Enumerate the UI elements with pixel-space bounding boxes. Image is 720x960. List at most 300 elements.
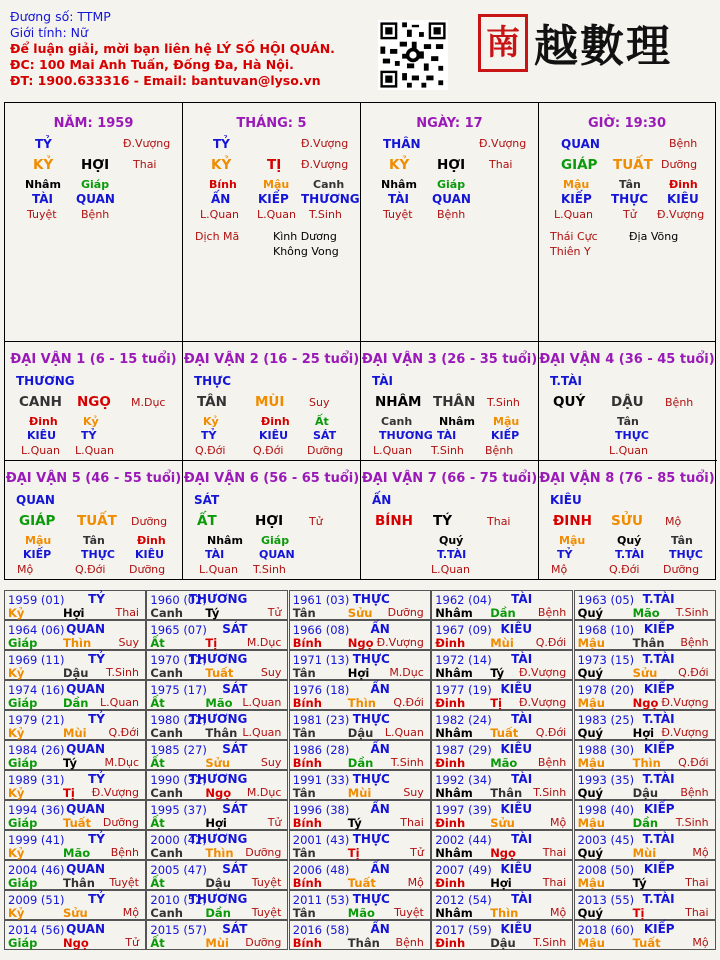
year-star: TÀI: [511, 652, 533, 666]
year-label: 2012 (54): [435, 893, 492, 907]
year-label: 2013 (55): [577, 893, 635, 907]
year-can: Mậu: [577, 876, 605, 890]
dai-van-star: ẤN: [372, 493, 392, 507]
year-label: 2002 (44): [435, 833, 492, 847]
year-cell: [574, 590, 716, 620]
note-khong-vong: Không Vong: [273, 245, 339, 258]
year-label: 1972 (14): [435, 653, 492, 667]
year-cell: [574, 620, 716, 650]
year-chi: Thân: [205, 726, 238, 740]
year-chi: Thân: [632, 636, 665, 650]
year-can: Ất: [150, 696, 165, 710]
note-thai-cuc: Thái Cực: [550, 230, 598, 243]
year-stage: Dưỡng: [245, 936, 282, 949]
year-label: 1966 (08): [292, 623, 350, 637]
year-chi: Thìn: [347, 696, 376, 710]
year-star: ẤN: [370, 922, 390, 936]
year-chi: Tị: [632, 906, 645, 920]
year-label: 2007 (49): [435, 863, 492, 877]
year-cell: [4, 740, 146, 770]
year-stage: T.Sinh: [533, 936, 567, 949]
hidden-stage: Q.Đới: [75, 563, 106, 576]
year-stage: Dưỡng: [245, 846, 282, 859]
year-cell: [289, 590, 431, 620]
dai-van-chi: TÝ: [433, 513, 452, 529]
year-stage: M.Dục: [246, 786, 282, 799]
year-can: Đinh: [435, 756, 466, 770]
year-chi: Thìn: [205, 846, 234, 860]
year-stage: Q.Đới: [678, 666, 709, 679]
year-cell: [431, 890, 573, 920]
dai-van-7: [361, 461, 539, 579]
year-star: TỶ: [88, 592, 105, 606]
year-chi: Tuất: [205, 666, 234, 680]
year-can: Nhâm: [435, 726, 473, 740]
year-can: Quý: [577, 726, 604, 740]
year-cell: [574, 800, 716, 830]
year-star: THƯƠNG: [188, 892, 248, 906]
year-label: 1974 (16): [8, 683, 65, 697]
year-chi: Ngọ: [347, 636, 374, 650]
dai-van-can: ẤT: [197, 513, 217, 529]
hidden-god: TỶ: [201, 429, 217, 442]
year-label: 1984 (26): [8, 743, 65, 757]
year-can: Canh: [150, 726, 183, 740]
year-stage: Tuyệt: [394, 906, 424, 919]
hidden-stage: Tuyệt: [383, 208, 413, 221]
year-cell: [289, 800, 431, 830]
year-label: 1959 (01): [8, 593, 65, 607]
year-cell: [4, 770, 146, 800]
year-label: 1985 (27): [150, 743, 207, 757]
year-cell: [431, 590, 573, 620]
year-label: 1968 (10): [577, 623, 635, 637]
hidden-stage: L.Quan: [257, 208, 296, 221]
year-star: KIẾP: [643, 922, 675, 936]
year-can: Kỷ: [8, 666, 25, 680]
year-cell: [431, 740, 573, 770]
year-star: SÁT: [222, 802, 248, 816]
year-stage: Suy: [260, 666, 282, 679]
year-chi: Sửu: [63, 906, 88, 920]
year-can: Quý: [577, 606, 604, 620]
hidden-god: KIÊU: [135, 548, 165, 561]
dai-van-star: THƯƠNG: [16, 374, 75, 388]
year-cell: [146, 770, 288, 800]
year-can: Canh: [150, 906, 183, 920]
year-cell: [574, 890, 716, 920]
year-label: 2018 (60): [577, 923, 635, 937]
hidden-can: Mậu: [493, 415, 520, 428]
year-chi: Mão: [490, 756, 518, 770]
hidden-can: Đinh: [669, 178, 698, 191]
year-label: 1970 (12): [150, 653, 207, 667]
hidden-stage: Đ.Vượng: [657, 208, 705, 221]
year-star: TÀI: [511, 592, 533, 606]
dai-van-chi: MÙI: [255, 394, 285, 410]
year-chi: Ngọ: [63, 936, 89, 950]
year-chi: Ngọ: [490, 846, 516, 860]
hidden-god: THỰC: [615, 429, 649, 442]
year-can: Kỷ: [8, 846, 25, 860]
year-star: ẤN: [370, 682, 390, 696]
dai-van-can: NHÂM: [375, 394, 422, 410]
hidden-god: THƯƠNG: [379, 429, 433, 442]
dai-van-6: [183, 461, 361, 579]
year-label: 2010 (52): [150, 893, 207, 907]
pillar-year: [5, 103, 183, 341]
year-cell: [146, 890, 288, 920]
year-label: 1979 (21): [8, 713, 65, 727]
year-star: KIÊU: [500, 622, 533, 636]
year-stage: Bệnh: [110, 846, 139, 859]
year-label: 1990 (32): [150, 773, 207, 787]
year-star: TÀI: [511, 772, 533, 786]
year-star: QUAN: [66, 742, 105, 756]
pillar-title: GIỜ: 19:30: [588, 116, 666, 131]
year-star: THƯƠNG: [188, 772, 248, 786]
year-stage: Thai: [400, 816, 424, 829]
year-can: Bính: [292, 876, 322, 890]
year-cell: [146, 650, 288, 680]
year-star: KIẾP: [643, 862, 675, 876]
dai-van-stage: Bệnh: [665, 396, 694, 409]
year-cell: [574, 740, 716, 770]
year-label: 2017 (59): [435, 923, 492, 937]
year-stage: Q.Đới: [535, 726, 567, 739]
year-can: Bính: [292, 636, 322, 650]
dai-van-can: TÂN: [197, 394, 227, 410]
year-chi: Mão: [205, 696, 233, 710]
year-cell: [4, 800, 146, 830]
hidden-stage: T.Sinh: [309, 208, 342, 221]
year-star: TỶ: [88, 712, 105, 726]
hidden-stage: T.Sinh: [253, 563, 286, 576]
hidden-stage: Mộ: [17, 563, 34, 576]
year-star: THỰC: [352, 652, 390, 666]
year-star: THỰC: [352, 592, 390, 606]
hidden-can: Giáp: [261, 534, 290, 547]
dai-van-chi: NGỌ: [77, 394, 111, 410]
year-stage: L.Quan: [100, 696, 139, 709]
dai-van-3: [361, 342, 539, 460]
year-chi: Tuất: [490, 726, 519, 740]
year-cell: [4, 920, 146, 950]
dai-van-can: ĐINH: [553, 513, 592, 529]
year-cell: [146, 920, 288, 950]
pillar-month: [183, 103, 361, 341]
pillar-chi: HỢI: [437, 157, 466, 173]
year-star: TỶ: [88, 892, 105, 906]
hidden-god: KIÊU: [27, 429, 57, 442]
year-cell: [289, 920, 431, 950]
year-can: Bính: [292, 756, 322, 770]
dai-van-title: ĐẠI VẬN 4 (36 - 45 tuổi): [539, 352, 715, 367]
dai-van-chi: TUẤT: [77, 513, 117, 529]
dai-van-stage: Dưỡng: [131, 515, 168, 528]
year-cell: [431, 920, 573, 950]
year-star: THƯƠNG: [188, 712, 248, 726]
duong-so: Đương số: TTMP: [10, 9, 111, 24]
year-cell: [431, 800, 573, 830]
hidden-stage: T.Sinh: [431, 444, 464, 457]
year-can: Giáp: [8, 636, 38, 650]
hidden-god: KIÊU: [259, 429, 289, 442]
hidden-stage: Bệnh: [81, 208, 110, 221]
year-star: KIẾP: [643, 742, 675, 756]
year-star: THỰC: [352, 772, 390, 786]
year-label: 2000 (42): [150, 833, 207, 847]
year-chi: Mão: [63, 846, 91, 860]
pillar-title: NGÀY: 17: [416, 116, 483, 131]
year-stage: Q.Đới: [678, 756, 709, 769]
year-stage: Bệnh: [395, 936, 424, 949]
year-label: 1988 (30): [577, 743, 635, 757]
year-cell: [574, 830, 716, 860]
year-cell: [431, 860, 573, 890]
dai-van-can: GIÁP: [19, 513, 56, 529]
hidden-can: Đinh: [137, 534, 166, 547]
year-label: 1993 (35): [577, 773, 635, 787]
year-chi: Dậu: [490, 936, 516, 950]
year-star: TỶ: [88, 772, 105, 786]
year-stage: T.Sinh: [675, 606, 709, 619]
year-cell: [574, 770, 716, 800]
year-star: QUAN: [66, 682, 105, 696]
year-cell: [289, 860, 431, 890]
year-can: Giáp: [8, 816, 38, 830]
year-star: KIẾP: [643, 802, 675, 816]
year-can: Tân: [292, 846, 316, 860]
pillar-stage2: Đ.Vượng: [301, 158, 349, 171]
year-label: 1982 (24): [435, 713, 492, 727]
year-stage: Mộ: [122, 906, 139, 919]
year-can: Canh: [150, 606, 183, 620]
year-stage: Bệnh: [680, 636, 709, 649]
year-label: 2003 (45): [577, 833, 635, 847]
hidden-stage: L.Quan: [199, 563, 238, 576]
year-star: TỶ: [88, 832, 105, 846]
hidden-god: TÀI: [32, 192, 54, 206]
hidden-stage: L.Quan: [200, 208, 239, 221]
hidden-god: KIẾP: [23, 548, 52, 561]
year-star: QUAN: [66, 922, 105, 936]
year-stage: Q.Đới: [108, 726, 139, 739]
year-can: Giáp: [8, 936, 38, 950]
hidden-can: Tân: [617, 415, 639, 428]
year-stage: M.Dục: [104, 756, 139, 769]
year-stage: T.Sinh: [106, 666, 139, 679]
year-cell: [4, 890, 146, 920]
year-can: Bính: [292, 816, 322, 830]
year-label: 1961 (03): [292, 593, 350, 607]
dai-van-title: ĐẠI VẬN 6 (56 - 65 tuổi): [183, 471, 360, 486]
year-can: Mậu: [577, 636, 605, 650]
year-stage: Thai: [685, 876, 709, 889]
year-can: Giáp: [8, 876, 38, 890]
year-cell: [289, 710, 431, 740]
year-can: Kỷ: [8, 726, 25, 740]
dai-van-chi: DẬU: [611, 394, 644, 410]
year-star: ẤN: [370, 862, 390, 876]
year-can: Tân: [292, 606, 316, 620]
year-stage: Mộ: [549, 816, 567, 829]
dai-van-4: [539, 342, 715, 460]
hidden-can: Kỷ: [203, 415, 219, 428]
hidden-stage: Dưỡng: [129, 563, 166, 576]
hidden-stage: L.Quan: [554, 208, 593, 221]
year-cell: [574, 680, 716, 710]
year-chi: Sửu: [347, 606, 373, 620]
year-cell: [431, 830, 573, 860]
year-label: 1969 (11): [8, 653, 65, 667]
year-chi: Tuất: [632, 936, 661, 950]
hidden-stage: L.Quan: [609, 444, 648, 457]
year-stage: Suy: [118, 636, 139, 649]
dai-van-stage: Mộ: [665, 515, 682, 528]
year-can: Tân: [292, 726, 316, 740]
year-cell: [146, 620, 288, 650]
year-chi: Tị: [490, 696, 502, 710]
year-label: 1977 (19): [435, 683, 492, 697]
year-chi: Tị: [347, 846, 360, 860]
dai-van-can: QUÝ: [553, 394, 586, 410]
hidden-can: Canh: [381, 415, 413, 428]
year-stage: T.Sinh: [390, 756, 424, 769]
year-star: T.TÀI: [642, 712, 675, 726]
year-star: TÀI: [511, 832, 533, 846]
address-line: ĐC: 100 Mai Anh Tuấn, Đống Đa, Hà Nội.: [10, 57, 294, 72]
year-can: Đinh: [435, 816, 466, 830]
year-label: 1963 (05): [577, 593, 635, 607]
year-can: Mậu: [577, 816, 605, 830]
year-cell: [146, 860, 288, 890]
dai-van-title: ĐẠI VẬN 8 (76 - 85 tuổi): [539, 471, 715, 486]
year-chi: Mùi: [205, 936, 229, 950]
dai-van-can: CANH: [19, 394, 62, 410]
hidden-can: Nhâm: [25, 178, 61, 191]
year-cell: [289, 680, 431, 710]
pillar-title: NĂM: 1959: [53, 116, 134, 131]
dai-van-stage: T.Sinh: [487, 396, 520, 409]
hidden-god: QUAN: [76, 192, 115, 206]
year-chi: Mão: [347, 906, 375, 920]
year-star: KIÊU: [500, 862, 533, 876]
year-star: TÀI: [511, 712, 533, 726]
year-label: 2015 (57): [150, 923, 207, 937]
dai-van-stage: Tử: [309, 515, 323, 528]
year-cell: [289, 740, 431, 770]
dai-van-star: SÁT: [194, 493, 220, 507]
dai-van-star: THỰC: [194, 374, 232, 388]
year-stage: Bệnh: [537, 756, 567, 769]
hidden-stage: Tuyệt: [27, 208, 57, 221]
dai-van-1: [5, 342, 183, 460]
dai-van-star: QUAN: [16, 493, 55, 507]
year-chi: Sửu: [632, 666, 658, 680]
year-chi: Dậu: [347, 726, 374, 740]
dai-van-star: TÀI: [372, 374, 394, 388]
hidden-can: Tân: [671, 534, 693, 547]
year-label: 1965 (07): [150, 623, 207, 637]
hidden-god: QUAN: [432, 192, 471, 206]
hidden-god: THƯƠNG: [301, 192, 360, 206]
pillars-panel: [4, 102, 716, 342]
year-cell: [289, 830, 431, 860]
year-chi: Thìn: [632, 756, 661, 770]
year-cell: [146, 590, 288, 620]
year-can: Ất: [150, 936, 165, 950]
hidden-god: T.TÀI: [437, 548, 467, 561]
year-chi: Mùi: [490, 636, 514, 650]
year-stage: Dưỡng: [387, 606, 424, 619]
year-chi: Dần: [63, 696, 89, 710]
year-can: Đinh: [435, 876, 466, 890]
year-star: QUAN: [66, 862, 105, 876]
hidden-stage: Dưỡng: [663, 563, 700, 576]
year-cell: [4, 620, 146, 650]
year-chi: Hợi: [63, 606, 85, 620]
year-can: Mậu: [577, 756, 605, 770]
year-cell: [146, 800, 288, 830]
year-cell: [289, 890, 431, 920]
year-stage: M.Dục: [246, 636, 282, 649]
year-cell: [4, 650, 146, 680]
hidden-god: TÀI: [205, 548, 225, 561]
dai-van-2: [183, 342, 361, 460]
note-thien-y: Thiên Y: [550, 245, 591, 258]
year-chi: Tị: [63, 786, 75, 800]
hidden-stage: Q.Đới: [253, 444, 284, 457]
year-can: Nhâm: [435, 786, 473, 800]
year-star: ẤN: [370, 622, 390, 636]
year-label: 2006 (48): [292, 863, 350, 877]
contact-line: Để luận giải, mời bạn liên hệ LÝ SỐ HỘI QUÁN.: [10, 41, 335, 56]
qr-code-icon: [378, 20, 448, 90]
year-can: Mậu: [577, 696, 605, 710]
hidden-can: Mậu: [563, 178, 590, 191]
hidden-can: Quý: [617, 534, 642, 547]
year-stage: Đ.Vượng: [376, 636, 424, 649]
year-stage: Mộ: [407, 876, 424, 889]
year-chi: Hợi: [490, 876, 512, 890]
year-label: 1986 (28): [292, 743, 350, 757]
year-chi: Dần: [347, 756, 374, 770]
year-chi: Thìn: [490, 906, 519, 920]
year-can: Tân: [292, 666, 316, 680]
year-chi: Tị: [205, 636, 218, 650]
year-cell: [574, 860, 716, 890]
year-label: 1987 (29): [435, 743, 492, 757]
year-stage: T.Sinh: [533, 786, 567, 799]
year-star: TÀI: [511, 892, 533, 906]
year-stage: Bệnh: [680, 786, 709, 799]
year-chi: Dậu: [63, 666, 89, 680]
dai-van-5: [5, 461, 183, 579]
year-label: 1995 (37): [150, 803, 207, 817]
hidden-stage: Q.Đới: [195, 444, 226, 457]
pillar-title: THÁNG: 5: [236, 116, 307, 131]
year-star: SÁT: [222, 742, 248, 756]
year-chi: Tuất: [63, 816, 92, 830]
pillar-star: QUAN: [561, 137, 600, 151]
hidden-can: Nhâm: [381, 178, 417, 191]
hidden-god: TỶ: [557, 548, 573, 561]
year-label: 2008 (50): [577, 863, 635, 877]
year-stage: Dưỡng: [102, 816, 139, 829]
year-star: KIÊU: [500, 922, 533, 936]
year-star: SÁT: [222, 862, 248, 876]
